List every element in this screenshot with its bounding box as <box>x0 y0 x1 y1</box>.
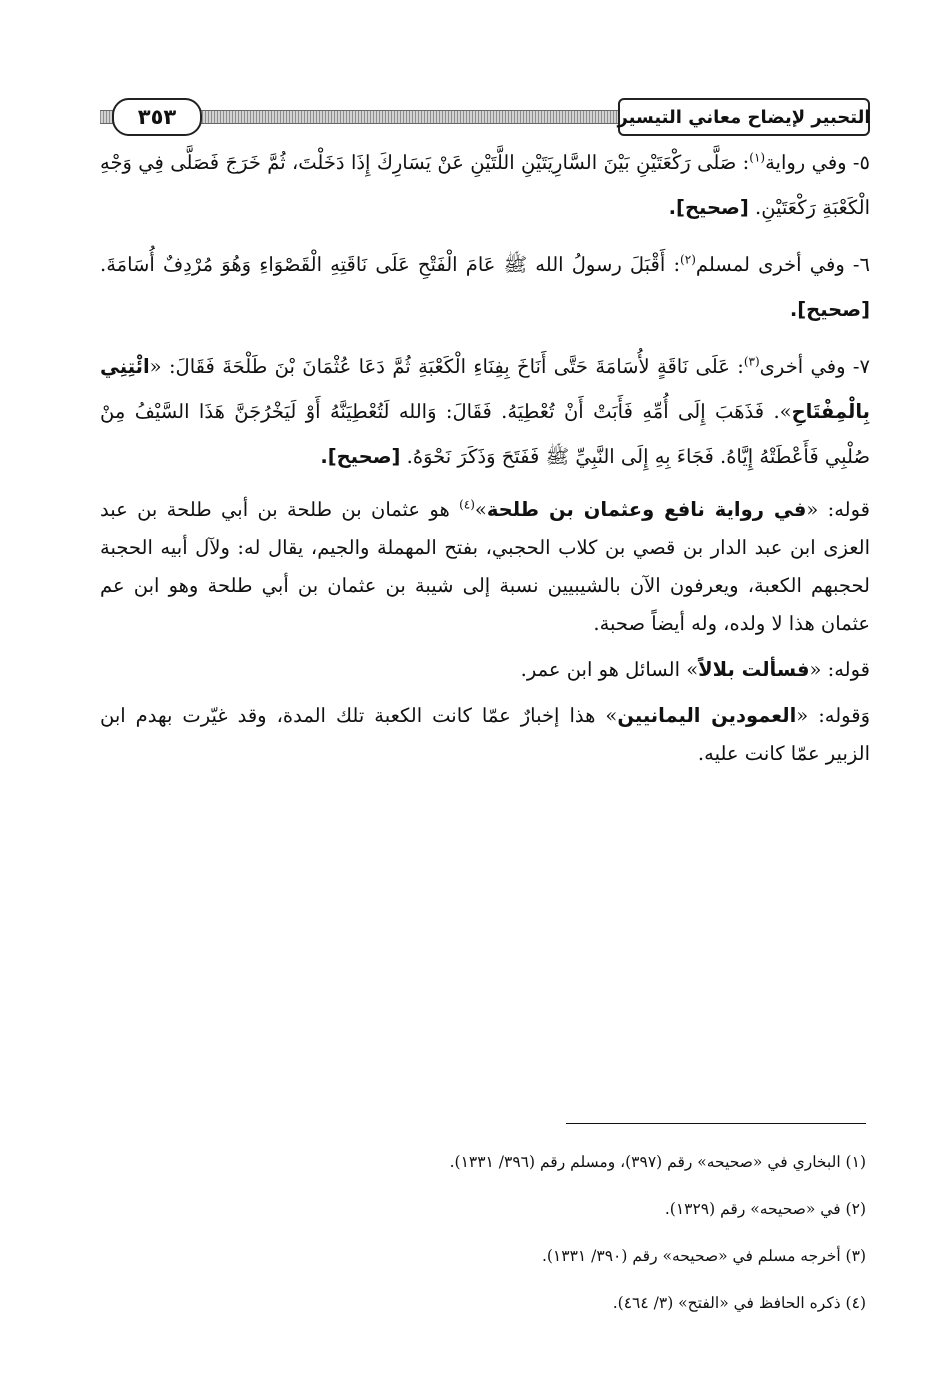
hadith-text-continued: ». فَذَهَبَ إِلَى أُمِّهِ فَأَبَتْ أَنْ تُعْطِيَهُ. فَقَالَ: وَالله لَتُعْطِيَنَّهُ أَوْ لَيَخْرُجَنَّ هَذَا السَّيْفُ مِنْ صُلْبِي فَأَعْطَتْهُ إِيَّاهُ. فَجَاءَ بِهِ إِلَى النَّبِيِّ ﷺ فَفَتَحَ وَذَكَرَ نَحْوَهُ. <box>100 400 870 468</box>
hadith-number-lead: ٧- وفي أخرى <box>759 355 870 378</box>
grade-label: [صحيح]. <box>668 196 749 219</box>
grade-label: [صحيح]. <box>789 298 870 321</box>
commentary-lead: قوله: « <box>806 498 870 521</box>
commentary-paragraph-1 <box>100 491 870 643</box>
hadith-paragraph-5 <box>100 140 870 230</box>
footnote-separator <box>566 1123 866 1124</box>
commentary-text: هو عثمان بن طلحة بن أبي طلحة بن عبد العزى ابن عبد الدار بن قصي بن كلاب الحجبي، بفتح المهملة والجيم، يقال له: ولآل أبيه الحجبة لحجبهم الكعبة، ويعرفون الآن بالشيبيين نسبة إلى شيبة بن عثمان بن أبي طلحة وهو ابن عم عثمان هذا لا ولده، وله أيضاً صحبة. <box>100 498 870 635</box>
hadith-text: : صَلَّى رَكْعَتَيْنِ بَيْنَ السَّارِيَتَيْنِ اللَّتَيْنِ عَنْ يَسَارِكَ إِذَا دَخَلْتَ، ثُمَّ خَرَجَ فَصَلَّى فِي وَجْهِ الْكَعْبَةِ رَكْعَتَيْنِ. <box>100 151 870 219</box>
commentary-lead: قوله: « <box>809 658 870 681</box>
footnote-3: (٣) أخرجه مسلم في «صحيحه» رقم (٣٩٠/ ١٣٣١). <box>541 1247 866 1265</box>
commented-phrase: العمودين اليمانيين <box>617 704 797 727</box>
grade-label: [صحيح]. <box>320 445 401 468</box>
footnote-1: (١) البخاري في «صحيحه» رقم (٣٩٧)، ومسلم رقم (٣٩٦/ ١٣٣١). <box>449 1153 866 1171</box>
running-header <box>100 98 870 134</box>
hadith-number-lead: ٥- وفي رواية <box>765 151 870 174</box>
main-text <box>100 140 870 773</box>
footnotes <box>100 1150 866 1315</box>
commented-phrase: في رواية نافع وعثمان بن طلحة <box>486 498 807 521</box>
footnote-4: (٤) ذكره الحافظ في «الفتح» (٣/ ٤٦٤). <box>612 1294 866 1312</box>
commented-phrase: فسألت بلالاً <box>698 658 810 681</box>
commentary-paragraph-3 <box>100 697 870 773</box>
hadith-paragraph-6 <box>100 242 870 332</box>
commentary-lead: وَقوله: « <box>796 704 870 727</box>
commentary-paragraph-2 <box>100 651 870 689</box>
footnote-marker-2: (٢) <box>680 252 696 267</box>
hadith-text: : أَقْبَلَ رسولُ الله ﷺ عَامَ الْفَتْحِ عَلَى نَاقَتِهِ الْقَصْوَاءِ وَهُوَ مُرْدِفٌ أُسَامَةَ. <box>100 253 681 276</box>
book-title-frame <box>618 98 870 136</box>
commentary-text: » هذا إخبارٌ عمّا كانت الكعبة تلك المدة، وقد غيّرت بهدم ابن الزبير عمّا كانت عليه. <box>100 704 870 765</box>
footnote-marker-1: (١) <box>749 150 766 165</box>
commentary-text: » السائل هو ابن عمر. <box>520 658 699 681</box>
footnote-marker-3: (٣) <box>743 354 760 369</box>
page-number: ٣٥٣ <box>137 105 177 129</box>
hadith-paragraph-7 <box>100 344 870 479</box>
footnote-2: (٢) في «صحيحه» رقم (١٣٢٩). <box>664 1200 866 1218</box>
prophetic-quote: ائْتِنِي بِالْمِفْتَاحِ <box>100 355 870 423</box>
hadith-number-lead: ٦- وفي أخرى لمسلم <box>695 253 870 276</box>
footnote-marker-4: (٤) <box>459 497 475 512</box>
page-number-frame <box>112 98 202 136</box>
hadith-text: : عَلَى نَاقَةٍ لأُسَامَةَ حَتَّى أَنَاخَ بِفِنَاءِ الْكَعْبَةِ ثُمَّ دَعَا عُثْمَانَ بْنَ طَلْحَةَ فَقَالَ: « <box>149 355 744 378</box>
quote-close: » <box>474 498 487 521</box>
book-title: التحبير لإيضاح معاني التيسير <box>617 106 871 128</box>
